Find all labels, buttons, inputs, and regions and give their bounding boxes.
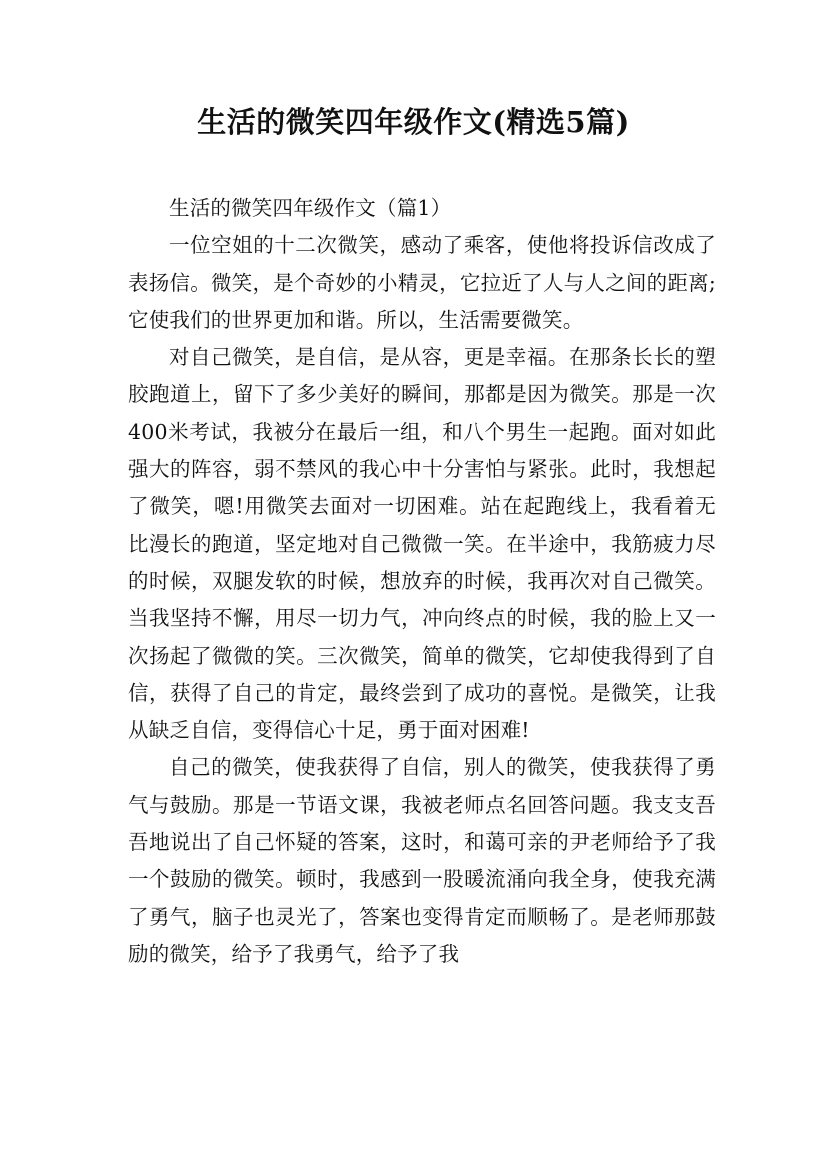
document-title: 生活的微笑四年级作文(精选5篇) bbox=[197, 105, 630, 139]
document-body bbox=[128, 190, 716, 973]
paragraph-2: 对自己微笑，是自信，是从容，更是幸福。在那条长长的塑胶跑道上，留下了多少美好的瞬间，那都是因为微笑。那是一次400米考试，我被分在最后一组，和八个男生一起跑。面对如此强大的阵容，弱不禁风的我心中十分害怕与紧张。此时，我想起了微笑，嗯!用微笑去面对一切困难。站在起跑线上，我看着无比漫长的跑道，坚定地对自己微微一笑。在半途中，我筋疲力尽的时候，双腿发软的时候，想放弃的时候，我再次对自己微笑。当我坚持不懈，用尽一切力气，冲向终点的时候，我的脸上又一次扬起了微微的笑。三次微笑，简单的微笑，它却使我得到了自信，获得了自己的肯定，最终尝到了成功的喜悦。是微笑，让我从缺乏自信，变得信心十足，勇于面对困难! bbox=[128, 345, 716, 743]
paragraph-3: 自己的微笑，使我获得了自信，别人的微笑，使我获得了勇气与鼓励。那是一节语文课，我被老师点名回答问题。我支支吾吾地说出了自己怀疑的答案，这时，和蔼可亲的尹老师给予了我一个鼓励的微笑。顿时，我感到一股暖流涌向我全身，使我充满了勇气，脑子也灵光了，答案也变得肯定而顺畅了。是老师那鼓励的微笑，给予了我勇气，给予了我 bbox=[128, 755, 716, 966]
paragraph-1: 一位空姐的十二次微笑，感动了乘客，使他将投诉信改成了表扬信。微笑，是个奇妙的小精灵，它拉近了人与人之间的距离;它使我们的世界更加和谐。所以，生活需要微笑。 bbox=[128, 233, 716, 332]
section-heading: 生活的微笑四年级作文（篇1） bbox=[169, 196, 452, 220]
